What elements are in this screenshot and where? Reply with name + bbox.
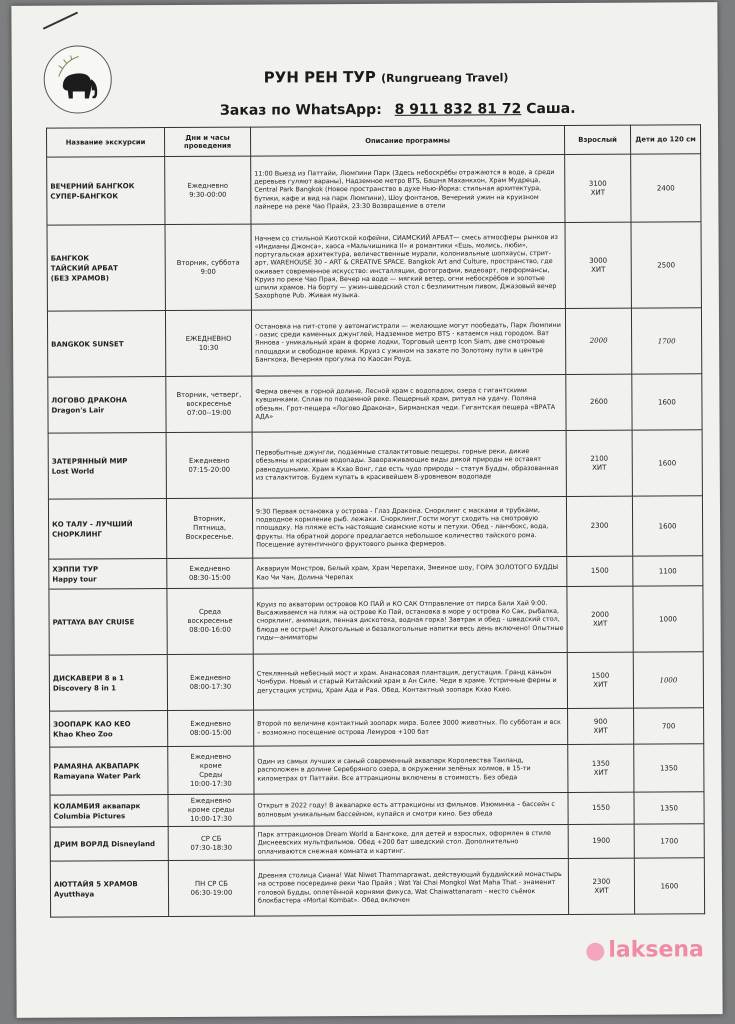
tour-description: Древняя столица Сиама! Wat Niwet Thammaprawat, действующий буддийский монастырь на острове посередине реки Чао Прайя ; Wat Yai Chai Mongkol Wat Maha That - знаменит головой Будды, оплетённой корнями фикуса, Wat Chaiwattanaram - место съёмок блокбастера «Mortal Kombat». Обед включен (254, 858, 568, 916)
child-price: 1700 (634, 824, 704, 858)
child-price: 2400 (631, 154, 701, 222)
column-header: Дети до 120 см (630, 125, 700, 154)
tour-schedule: Ежедневно кроме Среды 10:00-17:30 (168, 746, 254, 794)
table-header-row (46, 125, 700, 157)
tour-description: Первобытные джунгли, подземные сталактитовые пещеры, горные реки, дикие обезьяны и красивые водопады. Завораживающие виды дикой природы не оставят равнодушными. Храм в Кхао Вонг, где есть чудо природы – статуя Будды, образованная из сталактитов. Будем купать в красивейшем 8-уровневом водопаде (252, 430, 566, 498)
tour-name: РАМАЯНА АКВАПАРК Ramayana Water Park (50, 747, 168, 796)
adult-price: 3100 ХИТ (565, 154, 631, 222)
tour-schedule: Ежедневно 08:00-15:00 (168, 710, 254, 746)
tour-name: АЮТТАЙЯ 5 ХРАМОВ Ayutthaya (50, 861, 168, 918)
child-price: 2500 (631, 222, 701, 308)
tour-description: Аквариум Монстров, Белый храм, Храм Черепахи, Змеиное шоу, ГОРА ЗОЛОТОГО БУДДЫ Као Чи Чан, Долина Черепах (253, 556, 567, 588)
tour-name: PATTAYA BAY CRUISE (49, 589, 167, 656)
table-row (48, 496, 702, 559)
table-row (47, 222, 701, 311)
tour-description: Ферма овечек в горной долине, Лесной храм с водопадом, озера с гигантскими кувшинками. Сплав по подземной реке. Пещерный храм, ритуал на удачу. Поляна обезьян. Грот-пещера «Логово Дракона», Бирманская чеди. Гигантская пещера «ВРАТА АДА» (252, 374, 566, 432)
tour-description: Начнем со стильной Киотской кофейни, СИАМСКИЙ АРБАТ— смесь атмосферы рынков из «Индианы Джонса», хаоса «Мальчишника II» и романтики «Ешь, молись, люби», португальская архитектура, величественные мурали, колониальные шопхаусы, стрит-арт, WAREHOUSE 30 – ART & CREATIVE SPACE. Bangkok Art and Culture, пространство, где оживает современное искусство: инсталляции, фотографии, видеоарт, перформансы, Круиз по реке Чао Прая, Вечер на воде — мягкий ветер, огни небоскрёбов и золотые шпили храмов. На борту — ужин-шведский стол с безлимитным пивом, Джазовый вечер Saxophone Pub. Живая музыка. (251, 222, 565, 310)
tour-schedule: Вторник, четверг, воскресенье 07:00--19:00 (166, 376, 252, 432)
child-price: 1100 (633, 556, 703, 586)
tour-schedule: Ежедневно 08:30-15:00 (167, 558, 253, 588)
column-header: Дни и часы проведения (164, 127, 250, 156)
tour-description: Стеклянный небесный мост и храм. Ананасовая плантация, дегустация. Гранд каньон Чонбури. Новый и старый Китайский храм в Ан Силе. Чеди в храме. Устричные фермы и дегустация устриц, Храм Ада и Рая. Обед. Контактный зоопарк Кхао Кхео. (253, 652, 567, 710)
adult-price: 2100 ХИТ (566, 430, 632, 496)
tour-schedule: Ежедневно 07:15-20:00 (166, 432, 252, 498)
watermark-logo-icon (586, 943, 604, 961)
tour-description: Один из самых лучших и самый современный аквапарк Королевства Таиланд, расположен в долине Серебряного озера, в окружении зелёных холмов, в 15-ти километрах от Паттайи. Все аттракционы включены в стоимость. Без обеда (254, 744, 568, 794)
child-price: 1350 (634, 744, 704, 792)
adult-price: 3000 ХИТ (565, 222, 631, 308)
adult-price: 1550 (568, 792, 634, 824)
watermark: laksena (608, 937, 704, 963)
tour-description: Остановка на пит-стопе у автомагистрали — желающие могут пообедать, Парк Люмпини - оазис среди каменных джунглей, Надземное метро BTS - катаемся над городом. Ват Яннова - уникальный храм в форме лодки, Торговый центр Icon Siam, две смотровые площадки и свободное время. Круиз с ужином на закате по Золотому пути в центре Бангкока, Вечерняя прогулка по Каосан Роуд. (251, 308, 565, 376)
adult-price: 2000 ХИТ (567, 586, 633, 652)
adult-price: 2000 (565, 308, 631, 374)
tour-description: Второй по величине контактный зоопарк мира. Более 3000 животных. По субботам и вск – возможно посещение острова Лемуров +100 бат (254, 708, 568, 746)
tour-name: ДРИМ ВОРЛД Disneyland (50, 827, 168, 862)
tour-schedule: Среда воскресенье 08:00-16:00 (167, 588, 253, 654)
tour-schedule: Вторник, Пятница, Воскресенье. (166, 498, 252, 558)
adult-price: 1900 (568, 824, 634, 858)
table-row (47, 308, 701, 377)
adult-price: 1350 ХИТ (568, 744, 634, 792)
tour-schedule: СР СБ 07:30-18:30 (168, 826, 254, 860)
table-row (50, 824, 704, 861)
tour-schedule: Вторник, суббота 9:00 (165, 224, 251, 310)
tour-name: БАНГКОК ТАЙСКИЙ АРБАТ (БЕЗ ХРАМОВ) (47, 225, 165, 312)
tour-description: Парк аттракционов Dream World в Бангкоке, для детей и взрослых, оформлен в стиле Диснеевских мультфильмов. Обед +200 бат шведский стол. Дополнительно оплачиваются снежная комната и картинг. (254, 824, 568, 860)
page-title: РУН РЕН ТУР (Rungrueang Travel) (263, 67, 509, 87)
adult-price: 2300 ХИТ (568, 858, 634, 914)
table-row (49, 652, 703, 711)
tour-name: ЛОГОВО ДРАКОНА Dragon's Lair (48, 377, 166, 434)
column-header: Название экскурсии (46, 128, 164, 158)
child-price: 1600 (634, 858, 704, 914)
table-row (48, 430, 702, 499)
adult-price: 2600 (566, 374, 632, 430)
tour-name: BANGKOK SUNSET (47, 311, 165, 378)
tour-schedule: ПН СР СБ 06:30-19:00 (168, 860, 254, 916)
phone-number: 8 911 832 81 72 (394, 101, 522, 118)
tour-name: ДИСКАВЕРИ 8 в 1 Discovery 8 in 1 (49, 655, 167, 712)
child-price: 1000 (633, 586, 703, 652)
tours-table (46, 124, 705, 917)
document-sheet (11, 2, 722, 1018)
child-price: 1350 (634, 792, 704, 824)
tour-description: Открыт в 2022 году! В аквапарке есть аттракционы из фильмов. Изюминка – бассейн с волновым уникальным бассейном, купайся и смотри кино. Без обеда (254, 792, 568, 826)
tour-schedule: Ежедневно кроме среды 10:00-17:30 (168, 794, 254, 826)
tour-name: КО ТАЛУ - ЛУЧШИЙ СНОРКЛИНГ (48, 499, 166, 560)
table-row (50, 792, 704, 827)
tour-name: ЗООПАРК КАО КЕО Khao Kheo Zoo (50, 711, 168, 748)
tour-description: 9:30 Первая остановка у острова - Глаз Дракона. Снорклинг с масками и трубками, подводное кормление рыб. лежаки. Снорклинг,Гости могут сходить на смотровую площадку. На пляже есть настоящие сиамские коты и петухи. Обед - ланчбокс, вода, фрукты. На обратной дороге предлагается небольшое количество тайского рома. Посещение аутентичного фруктового рынка фермеров. (252, 496, 566, 558)
child-price: 1600 (632, 430, 702, 496)
child-price: 1000 (633, 652, 703, 708)
adult-price: 2300 (566, 496, 632, 556)
whatsapp-line (220, 101, 576, 119)
tour-name: ЗАТЕРЯННЫЙ МИР Lost World (48, 433, 166, 500)
child-price: 700 (634, 708, 704, 744)
tour-name: ВЕЧЕРНИЙ БАНГКОК СУПЕР-БАНГКОК (47, 157, 165, 226)
column-header: Описание программы (250, 125, 564, 156)
child-price: 1600 (632, 496, 702, 556)
tour-description: Круиз по акватории островов КО ПАЙ и КО САК Отправление от пирса Бали Хай 9:00. Высаживаемся на пляж на острове Ко Пай, остановка в море у острова Ко Сак, рыбалка, снорклинг, анимация, пенная дискотека, водная горка! Завтрак и обед - шведский стол, блюда не острые! Алкогольные и безалкогольные напитки весь день включено! Опытные гиды—аниматоры (253, 586, 567, 654)
pen-mark (43, 12, 78, 30)
table-row (50, 858, 704, 917)
column-header: Взрослый (564, 125, 630, 154)
contact-name: Саша. (526, 100, 576, 118)
tour-name: ХЭППИ ТУР Happy tour (49, 559, 167, 590)
table-row (47, 154, 701, 225)
child-price: 1700 (631, 308, 701, 374)
adult-price: 900 ХИТ (568, 708, 634, 744)
page-subtitle: (Rungrueang Travel) (381, 71, 509, 85)
child-price: 1600 (632, 374, 702, 430)
adult-price: 1500 ХИТ (567, 652, 633, 708)
table-row (50, 744, 704, 795)
table-row (48, 374, 702, 433)
table-row (49, 586, 703, 655)
tour-schedule: Ежедневно 08:00-17:30 (167, 654, 253, 710)
tour-description: 11:00 Выезд из Паттайи, Люмпини Парк (Здесь небоскрёбы отражаются в воде, а среди деревьев гуляют вараны), Надземное метро BTS, Башня Маханкхон, Храм Мудреца, Central Park Bangkok (Новое пространство в духе Нью-Йорка: стильная архитектура, бутики, кафе и вид на парк Люмпини), Шоу фонтанов, Вечерний ужин на круизном лайнере на реке Чао Прайя, 23:30 Возвращение в отели (251, 154, 565, 224)
elephant-logo-icon (44, 45, 112, 113)
whatsapp-label: Заказ по WhatsApp: (219, 101, 382, 119)
adult-price: 1500 (567, 556, 633, 586)
tour-schedule: ЕЖЕДНЕВНО 10:30 (165, 310, 251, 376)
table-row (49, 556, 703, 589)
tour-name: КОЛАМБИЯ аквапарк Columbia Pictures (50, 795, 168, 828)
tour-schedule: Ежедневно 9:30-00:00 (165, 156, 251, 224)
table-row (50, 708, 704, 747)
